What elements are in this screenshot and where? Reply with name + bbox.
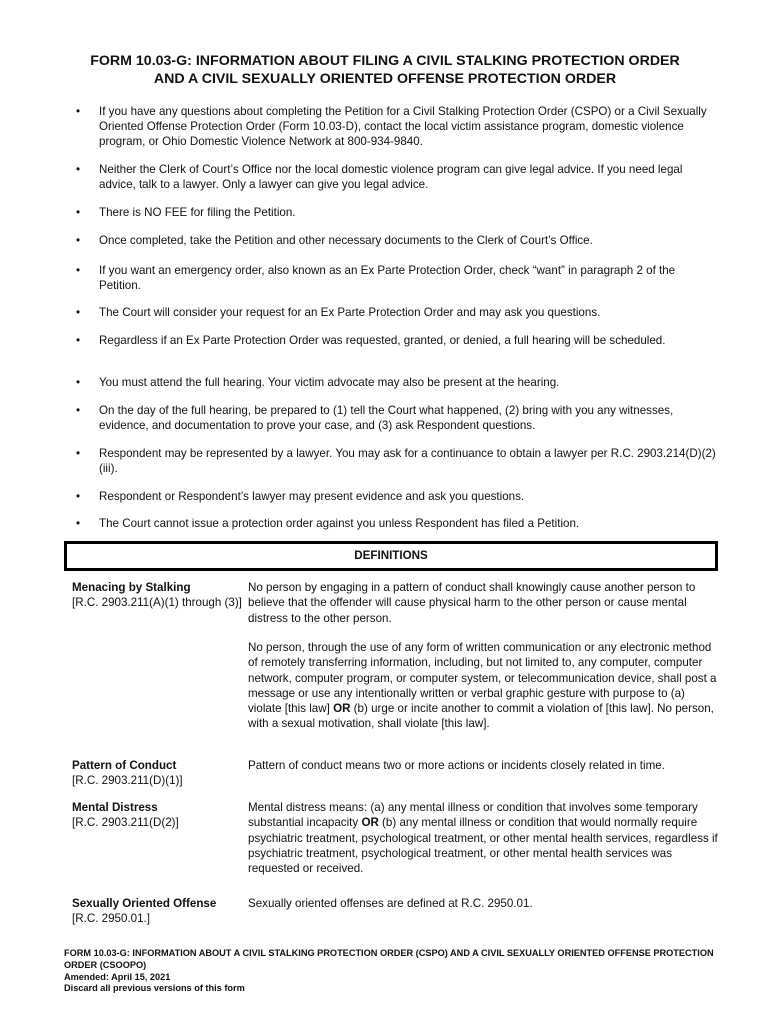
page-title xyxy=(40,53,730,88)
term-reference: [R.C. 2903.211(D(2)] xyxy=(72,816,179,830)
definition-term-pattern xyxy=(72,758,242,789)
definition-text-menacing-electronic xyxy=(248,640,718,732)
definition-text-menacing: No person by engaging in a pattern of conduct shall knowingly cause another person to believe that the offender will cause physical harm to the other person or cause mental distress to the other person. xyxy=(248,581,696,625)
list-item-text: The Court cannot issue a protection order against you unless Respondent has filed a Petition. xyxy=(99,517,580,530)
page-footer xyxy=(64,948,734,995)
definition-text-part: Mental distress means: (a) any mental illness or condition that involves some temporary substantial incapacity xyxy=(248,801,698,830)
list-item-text: Respondent or Respondent’s lawyer may present evidence and ask you questions. xyxy=(99,490,525,503)
term-name: Sexually Oriented Offense xyxy=(72,897,217,910)
bullet-icon: • xyxy=(76,517,81,530)
bullet-icon: • xyxy=(76,264,81,277)
title-line-1: FORM 10.03-G: INFORMATION ABOUT FILING A CIVIL STALKING PROTECTION ORDER xyxy=(90,53,680,69)
footer-amended-date: Amended: April 15, 2021 xyxy=(64,971,171,982)
term-reference: [R.C. 2950.01.] xyxy=(72,912,150,926)
definition-text-mental-distress xyxy=(248,800,718,876)
bullet-icon: • xyxy=(76,206,81,219)
bullet-icon: • xyxy=(76,490,81,503)
bullet-icon: • xyxy=(76,306,81,319)
list-item-text: If you have any questions about completing the Petition for a Civil Stalking Protection Order (CSPO) or a Civil Sexually Oriented Offense Protection Order (Form 10.03-D), contact the local victim assistance program, domestic violence program, or Ohio Domestic Violence Network at 800-934-9840. xyxy=(99,105,707,148)
definition-term-sexually-oriented xyxy=(72,896,242,927)
definition-text-part: (b) any mental illness or condition that would normally require psychiatric treatment, psychological treatment, or other mental health services, regardless if psychiatric treatment, psychological treatment, or other mental health services was requested or received. xyxy=(248,816,718,876)
bullet-icon: • xyxy=(76,404,81,417)
title-line-2: AND A CIVIL SEXUALLY ORIENTED OFFENSE PROTECTION ORDER xyxy=(153,70,617,87)
footer-form-title: FORM 10.03-G: INFORMATION ABOUT A CIVIL STALKING PROTECTION ORDER (CSPO) AND A CIVIL SEXUALLY ORIENTED OFFENSE PROTECTION ORDER (CSOOPO) xyxy=(64,948,714,970)
footer-discard-note: Discard all previous versions of this form xyxy=(64,983,245,994)
definition-term-menacing xyxy=(72,580,242,611)
bullet-icon: • xyxy=(76,105,81,118)
definition-text-part: (b) urge or incite another to commit a violation of [this law]. No person, with a sexual motivation, shall violate [this law]. xyxy=(248,702,714,731)
bullet-icon: • xyxy=(76,447,81,460)
bullet-icon: • xyxy=(76,334,81,347)
list-item-text: There is NO FEE for filing the Petition. xyxy=(99,206,296,219)
list-item-text: Respondent may be represented by a lawyer. You may ask for a continuance to obtain a lawyer per R.C. 2903.214(D)(2)(iii). xyxy=(99,447,716,475)
bullet-icon: • xyxy=(76,234,81,247)
list-item-text: Once completed, take the Petition and other necessary documents to the Clerk of Court’s Office. xyxy=(99,234,593,247)
definition-text-part: No person, through the use of any form of written communication or any electronic method of remotely transferring information, including, but not limited to, any computer, computer network, computer program, or computer system, or telecommunication device, shall post a message or use any intentionally written or verbal graphic gesture with purpose to (a) violate [this law] xyxy=(248,641,717,716)
list-item-text: Regardless if an Ex Parte Protection Order was requested, granted, or denied, a full hearing will be scheduled. xyxy=(99,334,666,347)
definitions-header: DEFINITIONS xyxy=(64,541,718,571)
bullet-icon: • xyxy=(76,163,81,176)
bullet-icon: • xyxy=(76,376,81,389)
term-name: Pattern of Conduct xyxy=(72,759,177,772)
term-name: Menacing by Stalking xyxy=(72,581,191,594)
definition-text-emphasis: OR xyxy=(333,702,351,716)
term-reference: [R.C. 2903.211(A)(1) through (3)] xyxy=(72,596,242,610)
list-item-text: If you want an emergency order, also known as an Ex Parte Protection Order, check “want” in paragraph 2 of the Petition. xyxy=(99,264,676,292)
term-reference: [R.C. 2903.211(D)(1)] xyxy=(72,774,183,788)
definition-text-sexually-oriented: Sexually oriented offenses are defined at R.C. 2950.01. xyxy=(248,897,533,910)
term-name: Mental Distress xyxy=(72,801,158,814)
definition-term-mental-distress xyxy=(72,800,242,831)
list-item-text: On the day of the full hearing, be prepared to (1) tell the Court what happened, (2) bring with you any witnesses, evidence, and documentation to prove your case, and (3) ask Respondent questions. xyxy=(99,404,674,432)
definition-text-emphasis: OR xyxy=(361,816,379,830)
list-item-text: The Court will consider your request for an Ex Parte Protection Order and may ask you questions. xyxy=(99,306,601,319)
list-item-text: You must attend the full hearing. Your victim advocate may also be present at the hearing. xyxy=(99,376,560,389)
definition-text-pattern: Pattern of conduct means two or more actions or incidents closely related in time. xyxy=(248,759,665,772)
list-item-text: Neither the Clerk of Court’s Office nor the local domestic violence program can give legal advice. If you need legal advice, talk to a lawyer. Only a lawyer can give you legal advice. xyxy=(99,163,683,191)
